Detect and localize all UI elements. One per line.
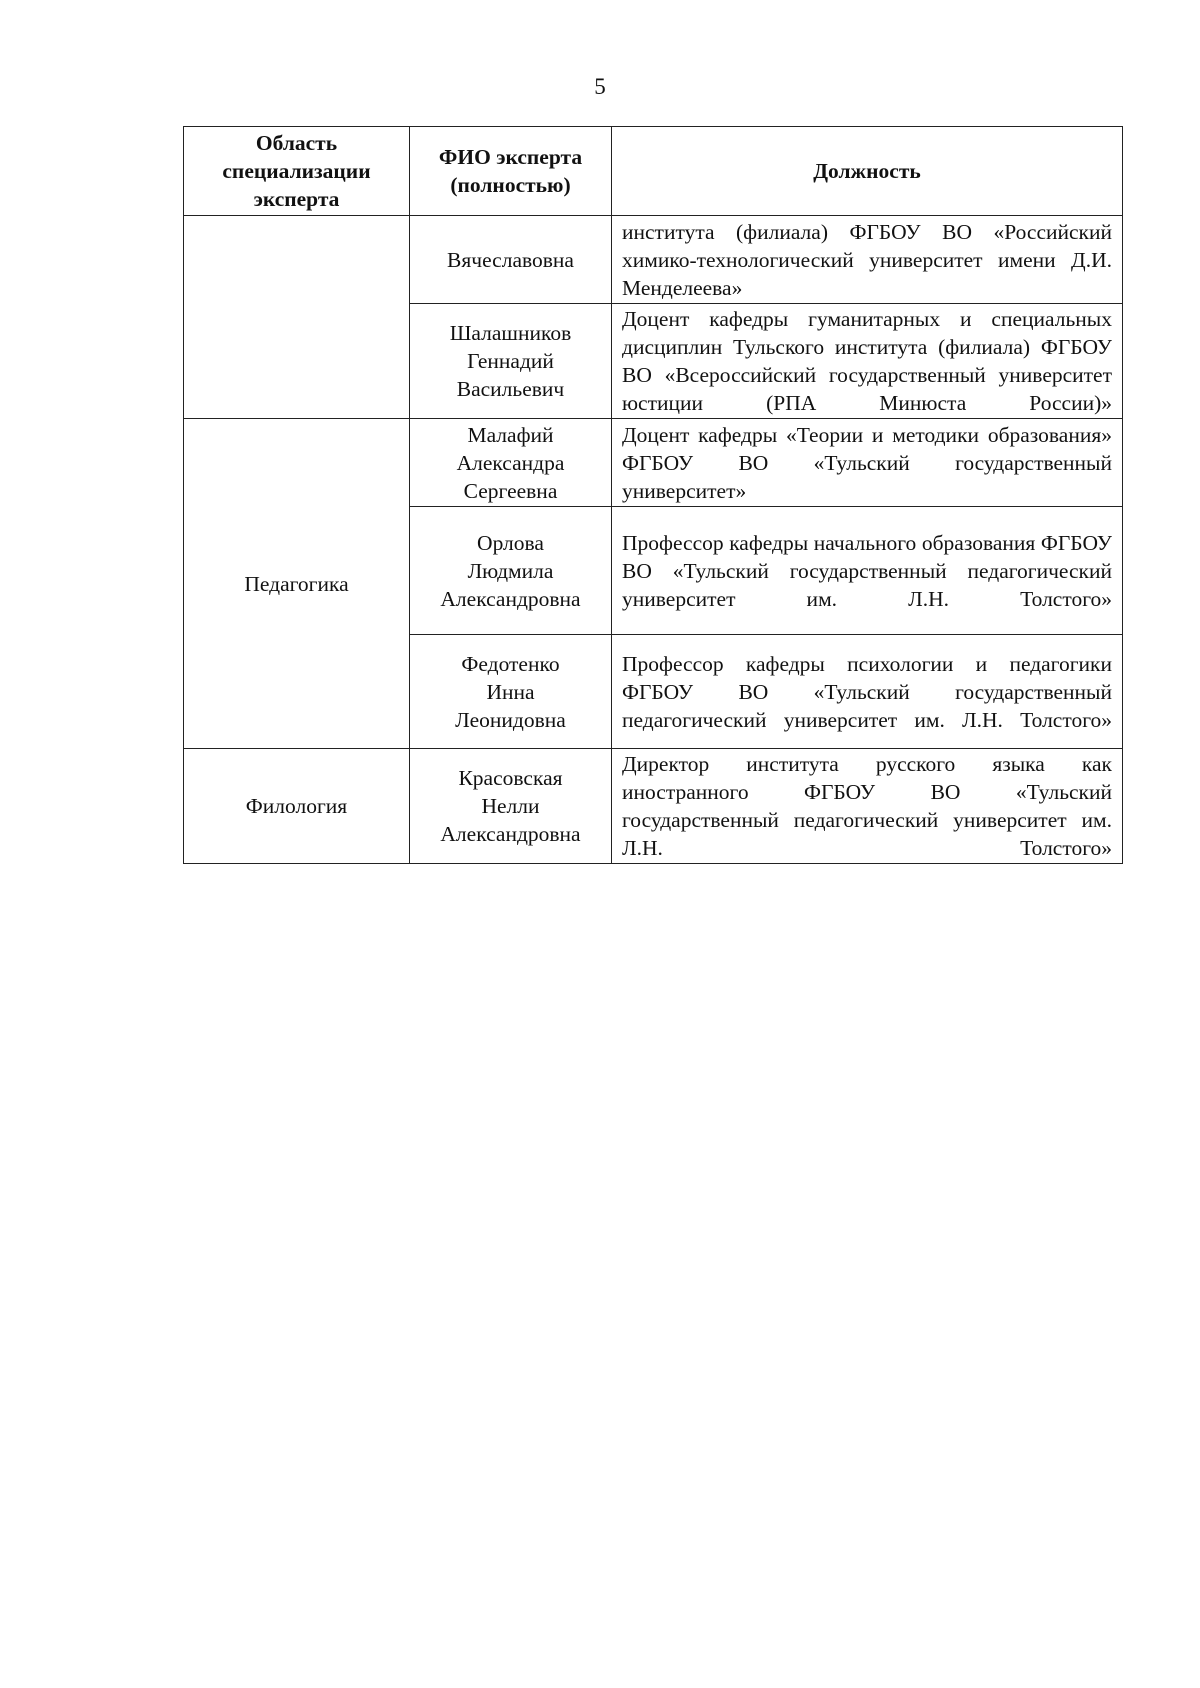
expert-name-line: Александра <box>456 450 565 475</box>
cell-area: Педагогика <box>184 419 410 749</box>
cell-position: Профессор кафедры начального образования ФГБОУ ВО «Тульский государственный педагогический университет им. Л.Н. Толстого» <box>612 507 1123 635</box>
cell-position: Профессор кафедры психологии и педагогики ФГБОУ ВО «Тульский государственный педагогический университет им. Л.Н. Толстого» <box>612 635 1123 749</box>
cell-position: Доцент кафедры гуманитарных и специальных дисциплин Тульского института (филиала) ФГБОУ ВО «Всероссийский государственный университет юстиции (РПА Минюста России)» <box>612 304 1123 419</box>
experts-table <box>183 126 1123 864</box>
table-row <box>184 419 1123 507</box>
table-header-row <box>184 127 1123 216</box>
expert-name-line: Александровна <box>440 822 581 846</box>
header-position: Должность <box>612 127 1123 216</box>
cell-expert-name <box>410 749 612 864</box>
expert-name-line: Людмила <box>467 558 554 583</box>
expert-name-line: Шалашников <box>449 321 572 345</box>
cell-expert-name <box>410 419 612 507</box>
cell-area <box>184 216 410 419</box>
header-area: Область специализации эксперта <box>184 127 410 216</box>
cell-expert-name <box>410 635 612 749</box>
expert-name-line: Леонидовна <box>455 707 566 732</box>
page-number: 5 <box>594 74 606 99</box>
cell-expert-name <box>410 304 612 419</box>
cell-position: Доцент кафедры «Теории и методики образования» ФГБОУ ВО «Тульский государственный университет» <box>612 419 1123 507</box>
header-name: ФИО эксперта (полностью) <box>410 127 612 216</box>
expert-name-line: Сергеевна <box>463 478 558 503</box>
expert-name-line: Федотенко <box>461 651 560 676</box>
expert-name-line: Александровна <box>440 586 581 611</box>
cell-expert-name <box>410 216 612 304</box>
expert-name-line: Малафий <box>467 422 554 447</box>
expert-name-line: Нелли <box>481 794 540 818</box>
expert-name-line: Инна <box>486 679 535 704</box>
expert-name-line: Орлова <box>477 530 544 555</box>
expert-name-line: Вячеславовна <box>447 247 574 272</box>
table-body <box>184 216 1123 864</box>
cell-area: Филология <box>184 749 410 864</box>
expert-name-line: Красовская <box>458 766 563 790</box>
expert-name-line: Геннадий <box>467 349 554 373</box>
expert-name-line: Васильевич <box>456 377 565 401</box>
table-row <box>184 749 1123 864</box>
table-row <box>184 216 1123 304</box>
cell-position: Директор института русского языка как иностранного ФГБОУ ВО «Тульский государственный педагогический университет им. Л.Н. Толстого» <box>612 749 1123 864</box>
cell-position: института (филиала) ФГБОУ ВО «Российский химико-технологический университет имени Д.И. Менделеева» <box>612 216 1123 304</box>
cell-expert-name <box>410 507 612 635</box>
